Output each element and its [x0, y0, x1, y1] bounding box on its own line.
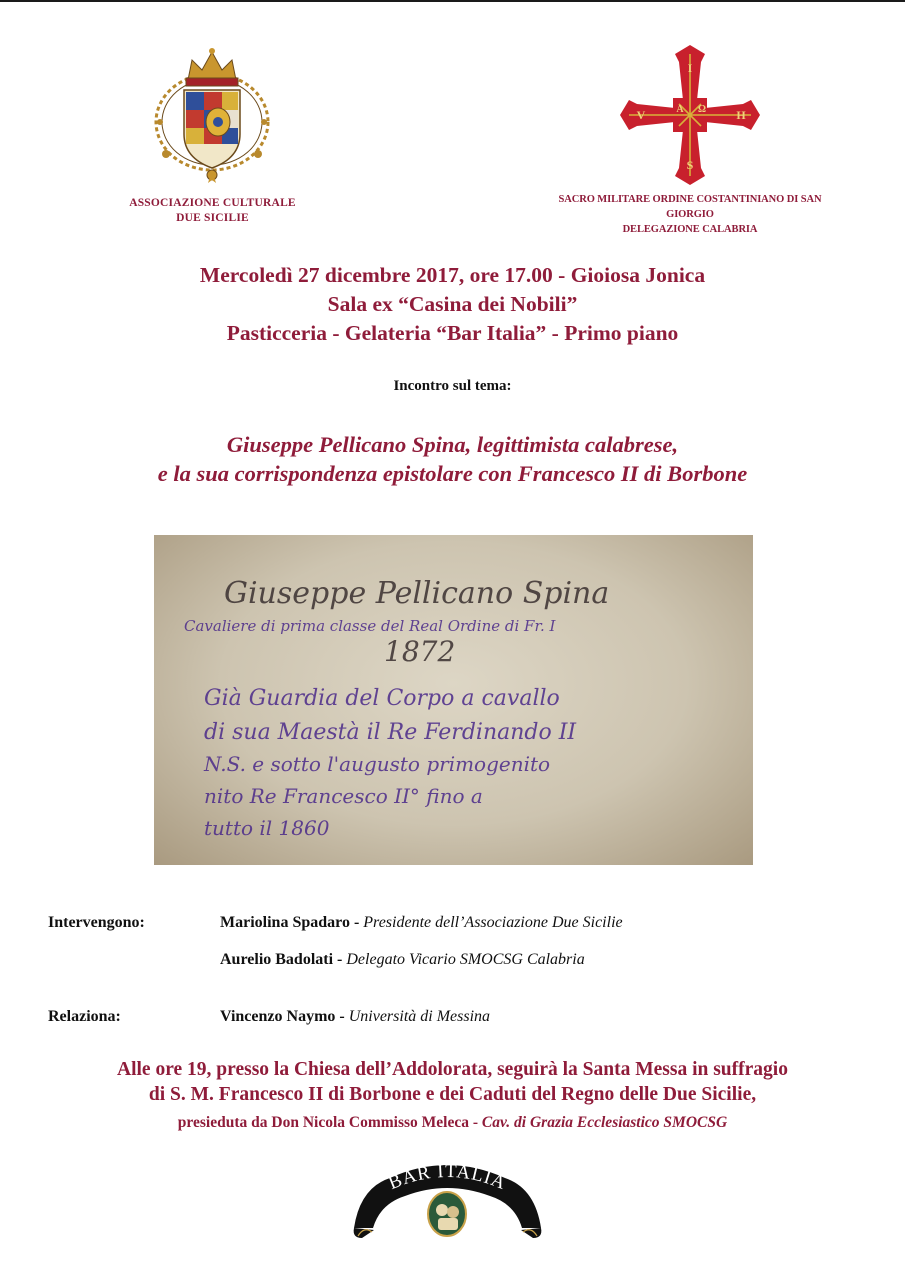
mass-line1: Alle ore 19, presso la Chiesa dell’Addolorata, seguirà la Santa Messa in suffragio — [117, 1059, 788, 1080]
cross-letter-right: H — [736, 108, 746, 122]
mass-line3-title: Cav. di Grazia Ecclesiastico SMOCSG — [481, 1114, 728, 1131]
relaziona-label: Relaziona: — [48, 1008, 121, 1025]
manuscript-line-6: N.S. e sotto l'augusto primogenito — [204, 752, 551, 776]
bar-italia-logo — [350, 1158, 545, 1243]
org-left-line1: ASSOCIAZIONE CULTURALE — [129, 197, 296, 209]
speaker-2-name: Aurelio Badolati - — [220, 951, 347, 968]
cross-letter-bottom: S — [686, 158, 694, 172]
org-left-line2: DUE SICILIE — [176, 212, 249, 224]
org-due-sicilie — [110, 196, 315, 226]
manuscript-line-1: Giuseppe Pellicano Spina — [224, 576, 610, 611]
intervengono-label: Intervengono: — [48, 914, 145, 931]
manuscript-line-2: Cavaliere di prima classe del Real Ordine di Fr. I — [184, 617, 556, 635]
mass-presider — [0, 1114, 905, 1132]
speaker-2-role: Delegato Vicario SMOCSG Calabria — [346, 951, 585, 968]
event-location-line: Pasticceria - Gelateria “Bar Italia” - Primo piano — [226, 321, 679, 345]
speaker-1-role: Presidente dell’Associazione Due Sicilie — [363, 914, 623, 931]
cross-letter-omega: Ω — [697, 104, 707, 115]
speaker-3-role: Università di Messina — [348, 1008, 491, 1025]
mass-line2: di S. M. Francesco II di Borbone e dei Caduti del Regno delle Due Sicilie, — [148, 1084, 757, 1105]
event-details — [0, 261, 905, 348]
bar-italia-name: BAR ITALIA — [385, 1160, 510, 1195]
event-date-line: Mercoledì 27 dicembre 2017, ore 17.00 - Gioiosa Jonica — [199, 263, 706, 287]
speaker-1 — [220, 914, 623, 932]
manuscript-photo — [154, 535, 753, 865]
org-smocsg — [540, 192, 840, 237]
mass-announcement — [0, 1057, 905, 1107]
topic-line1: Giuseppe Pellicano Spina, legittimista calabrese, — [226, 432, 679, 457]
coat-of-arms-due-sicilie-icon — [150, 42, 274, 187]
manuscript-line-8: tutto il 1860 — [204, 816, 330, 840]
cross-letter-left: V — [636, 108, 646, 122]
org-right-line1: SACRO MILITARE ORDINE COSTANTINIANO DI SAN GIORGIO — [558, 194, 822, 220]
cross-letter-top: I — [687, 61, 693, 75]
mass-line3-name: presieduta da Don Nicola Commisso Meleca - — [177, 1114, 482, 1131]
speaker-1-name: Mariolina Spadaro - — [220, 914, 364, 931]
constantinian-cross-icon — [617, 42, 763, 188]
speaker-3-name: Vincenzo Naymo - — [220, 1008, 349, 1025]
manuscript-line-5: di sua Maestà il Re Ferdinando II — [204, 720, 577, 745]
manuscript-line-4: Già Guardia del Corpo a cavallo — [204, 686, 560, 711]
meeting-intro: Incontro sul tema: — [393, 378, 512, 394]
event-venue-line: Sala ex “Casina dei Nobili” — [327, 292, 578, 316]
cross-letter-alpha: A — [676, 104, 684, 115]
org-right-line2: DELEGAZIONE CALABRIA — [622, 224, 758, 235]
talk-topic — [0, 430, 905, 488]
speaker-3 — [220, 1008, 490, 1026]
manuscript-line-3: 1872 — [384, 635, 456, 668]
manuscript-line-7: nito Re Francesco II° fino a — [204, 784, 483, 808]
topic-line2: e la sua corrispondenza epistolare con Francesco II di Borbone — [157, 461, 748, 486]
speaker-2 — [220, 951, 585, 969]
